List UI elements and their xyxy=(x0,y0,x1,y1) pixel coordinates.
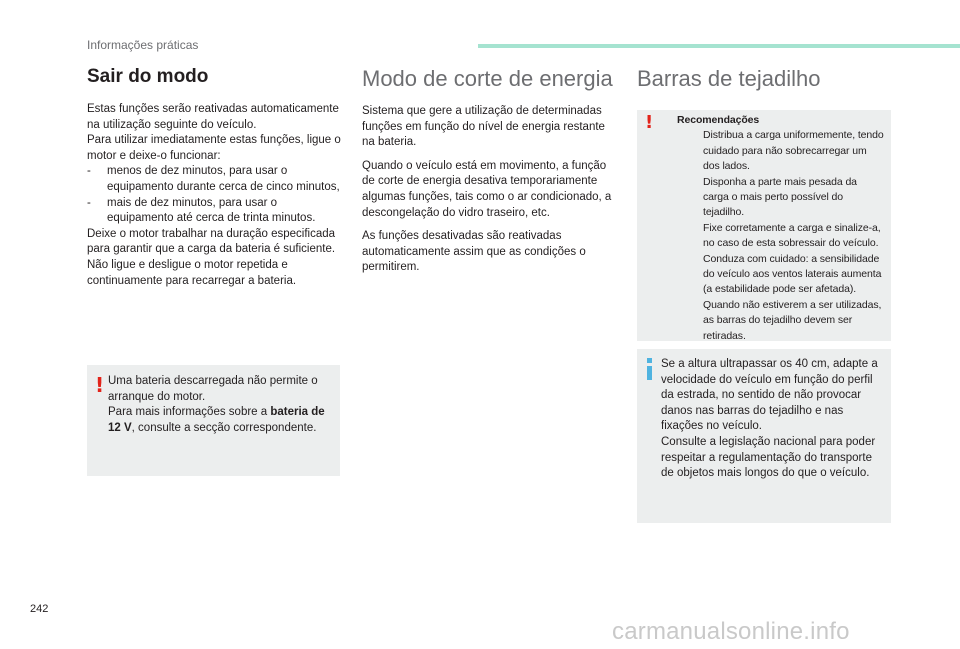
note-text xyxy=(108,405,332,436)
list-item xyxy=(677,175,885,221)
paragraph: Sistema que gere a utilização de determinadas funções em função do nível de energia restante na bateria. xyxy=(362,105,605,149)
column-modo-corte xyxy=(362,64,620,276)
paragraph: Quando o veículo está em movimento, a função de corte de energia desativa temporariamente algumas funções, tais como o ar condicionado, a descongelação do vidro traseiro, etc. xyxy=(362,159,612,219)
watermark: carmanualsonline.info xyxy=(612,618,850,645)
note-text-pre: Para mais informações sobre a xyxy=(108,406,271,419)
dash-marker: - xyxy=(87,196,91,209)
paragraph: As funções desativadas são reativadas automaticamente assim que as condições o permitirem. xyxy=(362,230,586,274)
page-number: 242 xyxy=(30,603,49,615)
dash-marker: - xyxy=(87,165,91,178)
info-icon xyxy=(646,358,653,380)
recommendations-note xyxy=(637,110,891,341)
battery-link-text: bateria de 12 V xyxy=(108,406,325,434)
list-item-text: mais de dez minutos, para usar o equipamento até cerca de trinta minutos. xyxy=(107,196,316,225)
section-title-barras: Barras de tejadilho xyxy=(637,66,821,91)
list-item xyxy=(677,298,885,344)
header-accent-bar xyxy=(478,44,960,48)
list-item xyxy=(677,128,885,174)
list-item-text: Disponha a parte mais pesada da carga o mais perto possível do tejadilho. xyxy=(703,175,857,219)
column-barras-tejadilho xyxy=(637,64,892,104)
paragraph: Estas funções serão reativadas automaticamente na utilização seguinte do veículo. xyxy=(87,103,339,131)
bullet-icon xyxy=(677,175,691,221)
column-sair-do-modo xyxy=(87,64,342,289)
list-item-text: menos de dez minutos, para usar o equipamento durante cerca de cinco minutos, xyxy=(107,165,340,193)
list-item-text: Conduza com cuidado: a sensibilidade do veículo aos ventos laterais aumenta (a estabilidade pode ser afetada). xyxy=(703,252,882,296)
paragraph: Para utilizar imediatamente estas funções, ligue o motor e deixe-o funcionar: xyxy=(87,134,341,162)
bullet-icon xyxy=(677,221,691,252)
paragraph: Não ligue e desligue o motor repetida e continuamente para recarregar a bateria. xyxy=(87,258,297,287)
note-text: Uma bateria descarregada não permite o arranque do motor. xyxy=(108,375,318,403)
list-item xyxy=(677,252,885,298)
battery-warning-note xyxy=(87,365,340,476)
note-text-post: , consulte a secção correspondente. xyxy=(131,421,317,434)
bullet-icon xyxy=(677,298,691,344)
section-header: Informações práticas xyxy=(87,38,199,52)
section-title-corte: Modo de corte de energia xyxy=(362,66,613,91)
warning-exclamation-icon: ! xyxy=(645,112,654,133)
warning-exclamation-icon: ! xyxy=(95,373,105,397)
section-title-sair: Sair do modo xyxy=(87,66,209,87)
bullet-icon xyxy=(677,128,691,174)
recommendations-heading: Recomendações xyxy=(677,114,760,126)
list-item xyxy=(87,164,342,195)
list-item xyxy=(677,221,885,252)
list-item-text: Distribua a carga uniformemente, tendo cuidado para não sobrecarregar um dos lados. xyxy=(703,129,884,173)
list-item-text: Fixe corretamente a carga e sinalize-a, no caso de esta sobressair do veículo. xyxy=(703,221,881,250)
paragraph: Deixe o motor trabalhar na duração especificada para garantir que a carga da bateria é suficiente. xyxy=(87,227,336,256)
bullet-icon xyxy=(677,252,691,298)
list-item-text: Quando não estiverem a ser utilizadas, as barras do tejadilho devem ser retiradas. xyxy=(703,298,882,342)
list-item xyxy=(87,196,342,227)
info-note xyxy=(637,349,891,523)
info-text: Consulte a legislação nacional para poder respeitar a regulamentação do transporte de objetos mais longos do que o veículo. xyxy=(661,435,876,480)
info-text: Se a altura ultrapassar os 40 cm, adapte a velocidade do veículo em função do perfil da estrada, no sentido de não provocar danos nas barras do tejadilho e nas fixações no veículo. xyxy=(661,358,878,433)
